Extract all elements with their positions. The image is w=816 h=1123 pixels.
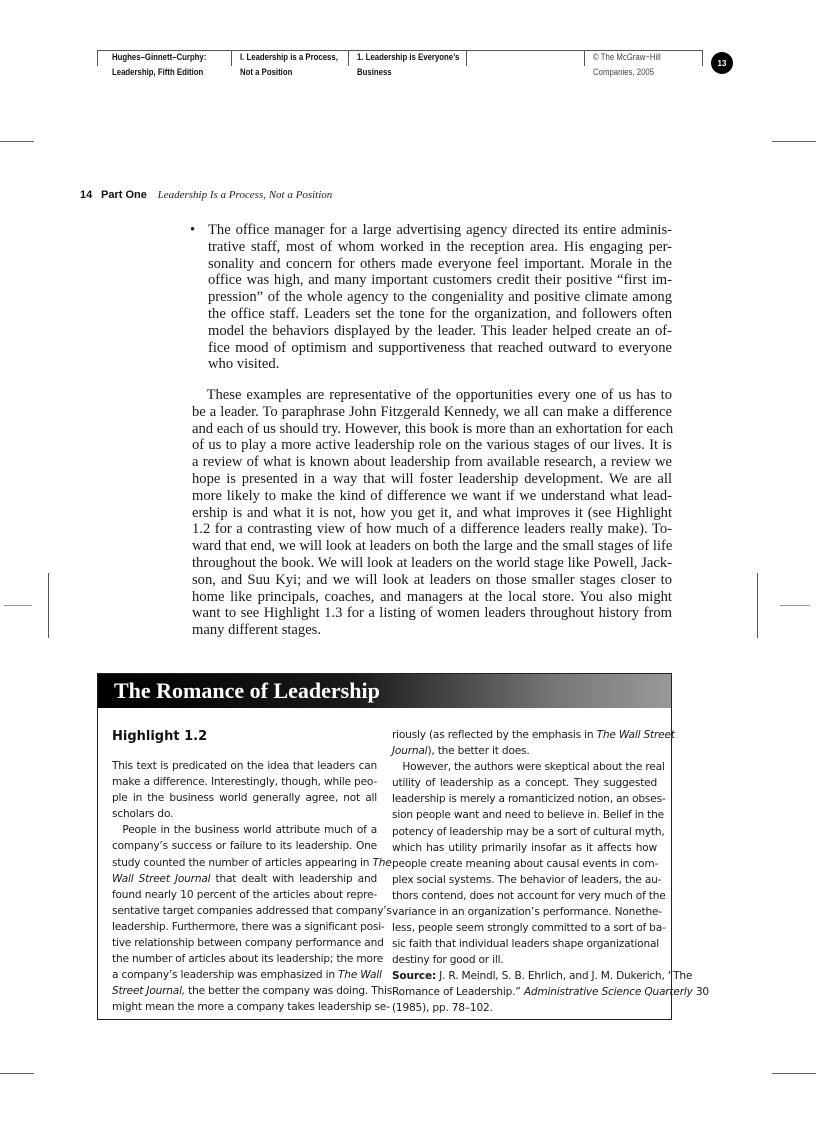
highlight-right-column (392, 727, 675, 968)
text-line (192, 572, 672, 589)
crop-mark (0, 1073, 34, 1074)
text-line (192, 521, 672, 538)
text-segment: that dealt with leadership and (210, 872, 377, 885)
text-segment: sentative target companies addressed that company’s (112, 904, 392, 917)
text-line (392, 759, 665, 775)
text-segment: who visited. (208, 356, 280, 373)
text-line (392, 824, 665, 840)
text-segment: thors contend, does not account for very much of the (392, 889, 666, 902)
text-line (392, 984, 709, 1000)
text-segment: make a difference. Interestingly, though, while peo- (112, 776, 377, 789)
text-segment: Street Journal, (112, 985, 185, 998)
header-part (240, 50, 338, 80)
text-line (192, 505, 672, 522)
text-segment: riously (as reflected by the emphasis in (392, 729, 597, 741)
highlight-label: Highlight 1.2 (112, 729, 208, 744)
text-segment: fice mood of optimism and supportiveness that reached outward to everyone (208, 339, 672, 356)
text-line (112, 887, 377, 903)
header-divider (584, 50, 585, 66)
header-book-line: Hughes–Ginnett–Curphy: (112, 52, 207, 63)
text-line (208, 323, 672, 340)
running-head (80, 189, 332, 201)
text-segment: pression” of the whole agency to the congeniality and positive climate among (208, 289, 672, 306)
text-segment: Administrative Science Quarterly (523, 986, 693, 999)
text-line (112, 790, 377, 806)
text-line (392, 791, 666, 807)
text-segment: home like principals, coaches, and managers at the local store. You also might (192, 588, 672, 605)
text-segment: trative staff, most of whom worked in the reception area. His engaging per- (208, 238, 672, 255)
header-part-line: I. Leadership is a Process, (240, 52, 338, 63)
text-segment: People in the business world attribute much of a (112, 824, 377, 837)
text-segment: which has utility primarily insofar as it affects how (392, 841, 657, 854)
text-segment: might mean the more a company takes leadership se- (112, 1001, 390, 1014)
text-segment: model the behaviors displayed by the leader. This leader helped create an of- (208, 322, 672, 339)
crop-mark (772, 141, 816, 142)
text-line (112, 935, 384, 951)
text-line (392, 952, 657, 968)
text-segment: less, people seem strongly committed to a sort of ba- (392, 922, 666, 935)
highlight-banner (98, 674, 671, 708)
text-line (208, 272, 672, 289)
text-line (392, 888, 666, 904)
text-line (192, 471, 672, 488)
text-line (112, 758, 377, 774)
text-segment: However, the authors were skeptical about the real (392, 761, 665, 774)
text-segment: a company’s leadership was emphasized in (112, 969, 339, 982)
text-line (112, 774, 377, 790)
crop-mark (757, 573, 758, 638)
text-line (392, 807, 664, 823)
header-book (112, 50, 206, 80)
text-line (208, 356, 672, 373)
text-segment: 30 (692, 986, 709, 999)
header-chapter (357, 50, 459, 80)
text-line (208, 306, 672, 323)
text-line (112, 806, 377, 822)
text-segment: of us to play a more active leadership role on the various stages of our lives. It is (192, 437, 672, 454)
text-line (192, 589, 672, 606)
text-segment: utility of leadership as a concept. They suggested (392, 777, 657, 790)
text-segment: 1.2 for a contrasting view of how much of a difference leaders really make). To- (192, 521, 672, 538)
text-segment: variance in an organization’s performance. Nonethe- (392, 906, 662, 919)
text-segment: hope is presented in a way that will foster leadership development. We are all (192, 470, 672, 487)
text-segment: the better the company was doing. This (184, 985, 393, 998)
text-segment: The Wall Street (596, 729, 675, 741)
text-line (208, 289, 672, 306)
highlight-source (392, 968, 709, 1016)
text-segment: and each of us should try. However, this book is more than an exhortation for each (192, 420, 674, 437)
text-line (208, 340, 672, 357)
text-line (112, 855, 392, 871)
header-chapter-line: Business (357, 67, 392, 78)
text-line (208, 239, 672, 256)
text-segment: scholars do. (112, 808, 174, 821)
text-line (192, 622, 672, 639)
text-line (112, 967, 382, 983)
text-segment: sic faith that individual leaders shape organizational (392, 938, 659, 951)
text-segment: leadership is merely a romanticized notion, an obses- (392, 793, 666, 806)
text-line (112, 983, 393, 999)
text-line (192, 488, 672, 505)
text-segment: The office manager for a large advertising agency directed its entire adminis- (208, 222, 672, 238)
text-segment: (1985), pp. 78–102. (392, 1002, 493, 1015)
text-segment: ), the better it does. (427, 745, 530, 758)
text-segment: be a leader. To paraphrase John Fitzgerald Kennedy, we all can make a difference (192, 403, 672, 420)
text-line (208, 256, 672, 273)
highlight-left-column (112, 758, 393, 1016)
header-divider (702, 50, 703, 66)
text-line (112, 999, 390, 1015)
text-segment: sion people want and need to believe in. Belief in the (392, 809, 664, 822)
text-line (208, 222, 672, 239)
text-segment: a review of what is known about leadership from available research, a review we (192, 454, 672, 471)
text-segment: These examples are representative of the opportunities every one of us has to (192, 387, 672, 403)
header-divider (231, 50, 232, 66)
crop-mark (772, 1073, 816, 1074)
text-segment: office was high, and many important customers credit their positive “first im- (208, 272, 672, 289)
bullet-paragraph (208, 222, 672, 373)
text-line (392, 727, 675, 743)
text-line (112, 903, 392, 919)
text-segment: The Wall (338, 969, 382, 982)
text-line (392, 743, 657, 759)
text-segment: throughout the book. We will look at leaders on the world stage like Powell, Jack- (192, 554, 672, 571)
header-copyright-line: Companies, 2005 (593, 67, 655, 78)
part-label: Part One (101, 189, 147, 201)
part-title: Leadership Is a Process, Not a Position (157, 189, 333, 201)
text-line (392, 936, 657, 952)
text-line (192, 387, 672, 404)
highlight-banner-title: The Romance of Leadership (114, 678, 380, 703)
crop-mark (48, 573, 49, 638)
text-segment: ership is and what it is not, how you get it, and what improves it (see Highlight (192, 504, 672, 521)
text-segment: Journal (392, 745, 428, 758)
text-line (192, 538, 672, 555)
text-segment: want to see Highlight 1.3 for a listing of women leaders throughout history from (192, 605, 672, 622)
text-segment: destiny for good or ill. (392, 954, 504, 967)
header-divider (97, 50, 98, 66)
header-copyright (593, 50, 661, 80)
page-number: 14 (80, 189, 93, 201)
text-segment: leadership. Furthermore, there was a significant posi- (112, 920, 385, 933)
text-segment: study counted the number of articles appearing in (112, 856, 373, 869)
text-segment: sonality and concern for others made everyone feel important. Morale in the (208, 255, 672, 272)
text-segment: ple in the business world generally agree, not all (112, 792, 377, 805)
text-line (112, 951, 384, 967)
text-segment: many different stages. (192, 622, 322, 639)
text-segment: plex social systems. The behavior of leaders, the au- (392, 873, 662, 886)
text-segment: the number of articles about its leadership; the more (112, 953, 384, 966)
text-segment: Wall Street Journal (112, 872, 211, 885)
text-line (392, 856, 657, 872)
text-line (392, 775, 657, 791)
header-divider (348, 50, 349, 66)
text-line (392, 904, 662, 920)
text-segment: the office staff. Leaders set the tone for the organization, and followers often (208, 305, 672, 322)
text-segment: Romance of Leadership.” (392, 986, 524, 999)
text-line (392, 920, 666, 936)
text-line (112, 822, 377, 838)
body-paragraph (192, 387, 672, 639)
header-chapter-line: 1. Leadership is Everyone’s (357, 52, 460, 63)
header-book-line: Leadership, Fifth Edition (112, 67, 204, 78)
text-segment: company’s success or failure to its leadership. One (112, 840, 377, 853)
text-segment: people create meaning about causal events in com- (392, 857, 659, 870)
text-line (392, 968, 693, 984)
text-line (192, 404, 672, 421)
text-line (392, 872, 662, 888)
registration-mark (4, 605, 32, 606)
bullet-marker: • (190, 222, 196, 238)
text-segment: ward that end, we will look at leaders on both the large and the small stages of life (192, 538, 673, 555)
text-line (192, 555, 672, 572)
text-segment: tive relationship between company performance and (112, 937, 384, 950)
header-copyright-line: © The McGraw−Hill (593, 52, 661, 63)
crop-mark (0, 141, 34, 142)
text-line (112, 838, 377, 854)
header-part-line: Not a Position (240, 67, 293, 78)
header-divider (466, 50, 467, 66)
text-line (392, 840, 657, 856)
text-line (192, 454, 672, 471)
text-segment: J. R. Meindl, S. B. Ehrlich, and J. M. Dukerich, “The (435, 970, 693, 982)
text-segment: son, and Suu Kyi; and we will look at leaders on those smaller stages closer to (192, 571, 672, 588)
text-line (192, 437, 672, 454)
text-segment: The (372, 856, 392, 869)
text-line (192, 421, 672, 438)
text-segment: found nearly 10 percent of the articles about repre- (112, 888, 377, 901)
registration-mark (780, 605, 810, 606)
text-line (192, 605, 672, 622)
text-line (112, 919, 385, 935)
page-number-badge: 13 (711, 52, 733, 74)
text-segment: Source: (392, 970, 436, 982)
text-segment: potency of leadership may be a sort of cultural myth, (392, 825, 665, 838)
highlight-box (97, 673, 709, 1020)
text-line (112, 871, 377, 887)
text-line (392, 1000, 657, 1016)
text-segment: This text is predicated on the idea that leaders can (112, 760, 377, 772)
text-segment: more likely to make the kind of difference we want if we understand what lead- (192, 487, 672, 504)
